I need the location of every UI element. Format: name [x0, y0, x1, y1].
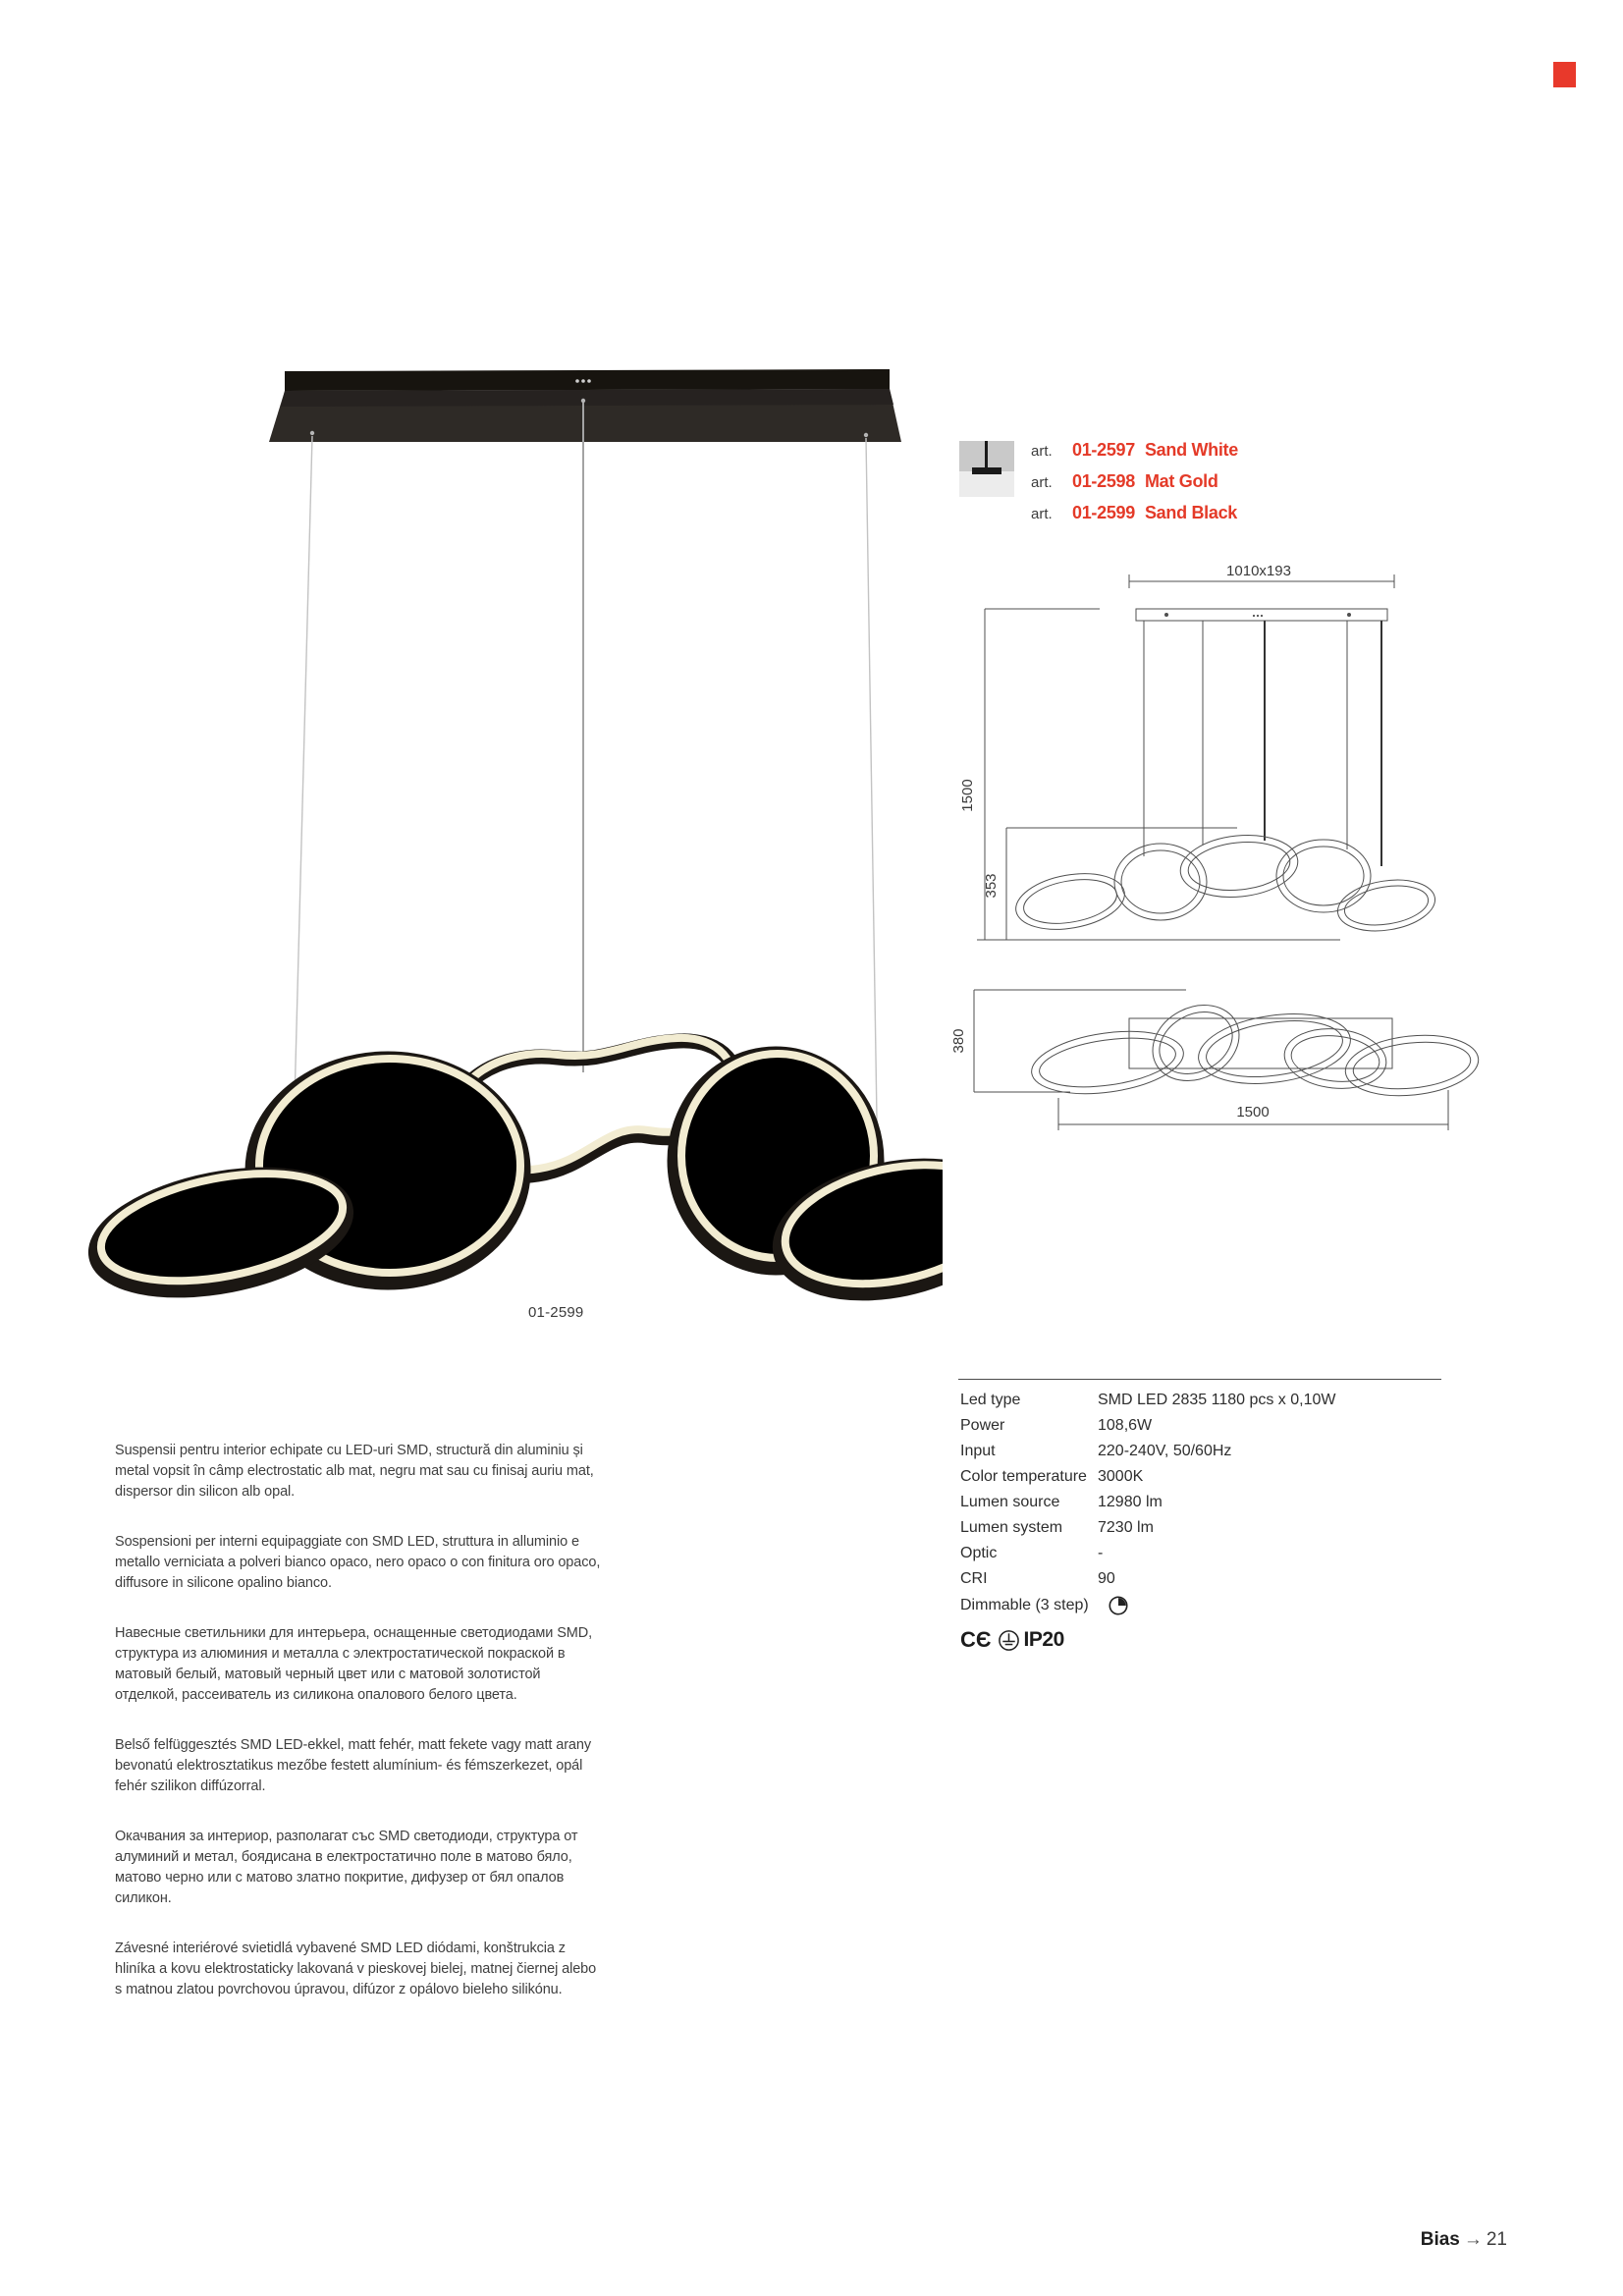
description-it: Sospensioni per interni equipaggiate con SMD LED, struttura in alluminio e metallo verniciata a polveri bianco opaco, nero opaco o con finitura oro opaco, diffusore in silicone opalino bianco.	[115, 1534, 601, 1591]
dimmable-row	[960, 1592, 1490, 1619]
description-ru: Навесные светильники для интерьера, оснащенные светодиодами SMD, структура из алюминия и металла с электростатической покраской в матовый белый, матовый черный цвет или с матовой золотистой отделкой, рассеиватель из силикона опалового белого цвета.	[115, 1625, 593, 1703]
product-photo	[59, 344, 943, 1316]
drawing-rings-top	[1028, 991, 1482, 1103]
spec-label: Lumen system	[960, 1519, 1063, 1536]
spec-value: 108,6W	[1098, 1417, 1153, 1434]
spec-label: Input	[960, 1443, 996, 1459]
art-code: 01-2599	[1072, 503, 1135, 522]
icon-room-area	[959, 471, 1014, 497]
spec-value: 220-240V, 50/60Hz	[1098, 1443, 1232, 1459]
arrow-glyph: →	[1463, 2229, 1483, 2250]
spec-row	[960, 1388, 1490, 1413]
dimension-drawing-front	[943, 550, 1492, 962]
variant-row	[1031, 440, 1355, 471]
description-sk: Závesné interiérové svietidlá vybavené SMD LED diódami, konštrukcia z hliníka a kovu elektrostaticky lakovaná v pieskovej bielej, matnej čiernej alebo s matnou zlatou povrchovou úpravou, difúzor z opálovo bieleho silikónu.	[115, 1941, 597, 1997]
dimmer-icon	[1108, 1595, 1129, 1616]
spec-row	[960, 1413, 1490, 1439]
art-finish-name: Sand White	[1144, 440, 1238, 460]
art-prefix: art.	[1031, 443, 1053, 460]
certifications-row	[960, 1627, 1490, 1653]
spec-divider	[958, 1379, 1441, 1380]
spec-row	[960, 1515, 1490, 1541]
dim-depth-label: 380	[950, 1028, 967, 1054]
dimmable-label: Dimmable (3 step)	[960, 1597, 1089, 1613]
ce-mark: CЄ	[960, 1627, 992, 1652]
spec-value: 3000K	[1098, 1468, 1144, 1485]
ring-oval-far-left	[85, 1155, 356, 1310]
product-name: Bias	[1420, 2229, 1460, 2250]
spec-row	[960, 1439, 1490, 1464]
pendant-mount-icon	[959, 441, 1014, 497]
spec-table	[960, 1379, 1490, 1653]
art-finish-name: Sand Black	[1144, 503, 1238, 522]
dim-width-label: 1010x193	[1226, 563, 1291, 579]
icon-suspension-stem	[985, 441, 988, 468]
description-hu: Belső felfüggesztés SMD LED-ekkel, matt fehér, matt fekete vagy matt arany bevonatú elektrosztatikus mezőbe festett alumínium- és fémszerkezet, opál fehér szilikon diffúzorral.	[115, 1737, 592, 1794]
spec-label: CRI	[960, 1570, 988, 1587]
led-rings	[85, 1038, 943, 1313]
icon-canopy-plate	[972, 467, 1001, 474]
earth-class-icon	[998, 1629, 1020, 1652]
art-prefix: art.	[1031, 474, 1053, 491]
spec-label: Optic	[960, 1545, 998, 1561]
page-corner-marker	[1553, 62, 1576, 87]
spec-row	[960, 1541, 1490, 1566]
spec-value: 90	[1098, 1570, 1115, 1587]
dim-fixture-height-label: 353	[983, 873, 1000, 899]
spec-row	[960, 1464, 1490, 1490]
spec-row	[960, 1566, 1490, 1592]
art-prefix: art.	[1031, 506, 1053, 522]
description-bg: Окачвания за интериор, разполагат със SMD светодиоди, структура от алуминий и метал, боядисана в електростатично поле в матово бяло, матово черно или с матово златно покритие, дифузер от бял опалов силикон.	[115, 1829, 578, 1906]
ip-rating: IP20	[1023, 1628, 1064, 1651]
description-block	[115, 1441, 606, 2030]
art-code: 01-2597	[1072, 440, 1135, 460]
spec-label: Led type	[960, 1392, 1021, 1408]
canopy-plate	[269, 369, 901, 442]
drawing-rings-front	[1011, 830, 1438, 938]
dimension-drawing-top	[943, 972, 1492, 1149]
page-number: 21	[1486, 2229, 1507, 2250]
variant-row	[1031, 471, 1355, 503]
spec-value: 12980 lm	[1098, 1494, 1163, 1510]
variant-row	[1031, 503, 1355, 534]
art-finish-name: Mat Gold	[1144, 471, 1218, 491]
spec-label: Color temperature	[960, 1468, 1087, 1485]
spec-label: Lumen source	[960, 1494, 1060, 1510]
dim-length-label: 1500	[1236, 1104, 1270, 1121]
spec-value: 7230 lm	[1098, 1519, 1154, 1536]
description-ro: Suspensii pentru interior echipate cu LED-uri SMD, structură din aluminiu și metal vopsit în câmp electrostatic alb mat, negru mat sau cu finisaj auriu mat, dispersor din silicon alb opal.	[115, 1443, 594, 1500]
variant-list	[1031, 440, 1355, 534]
spec-row	[960, 1490, 1490, 1515]
page-footer	[1325, 2229, 1507, 2251]
spec-value: -	[1098, 1545, 1104, 1561]
spec-value: SMD LED 2835 1180 pcs x 0,10W	[1098, 1392, 1336, 1408]
photo-caption: 01-2599	[528, 1304, 584, 1321]
art-code: 01-2598	[1072, 471, 1135, 491]
dim-drop-label: 1500	[959, 779, 976, 812]
spec-label: Power	[960, 1417, 1005, 1434]
